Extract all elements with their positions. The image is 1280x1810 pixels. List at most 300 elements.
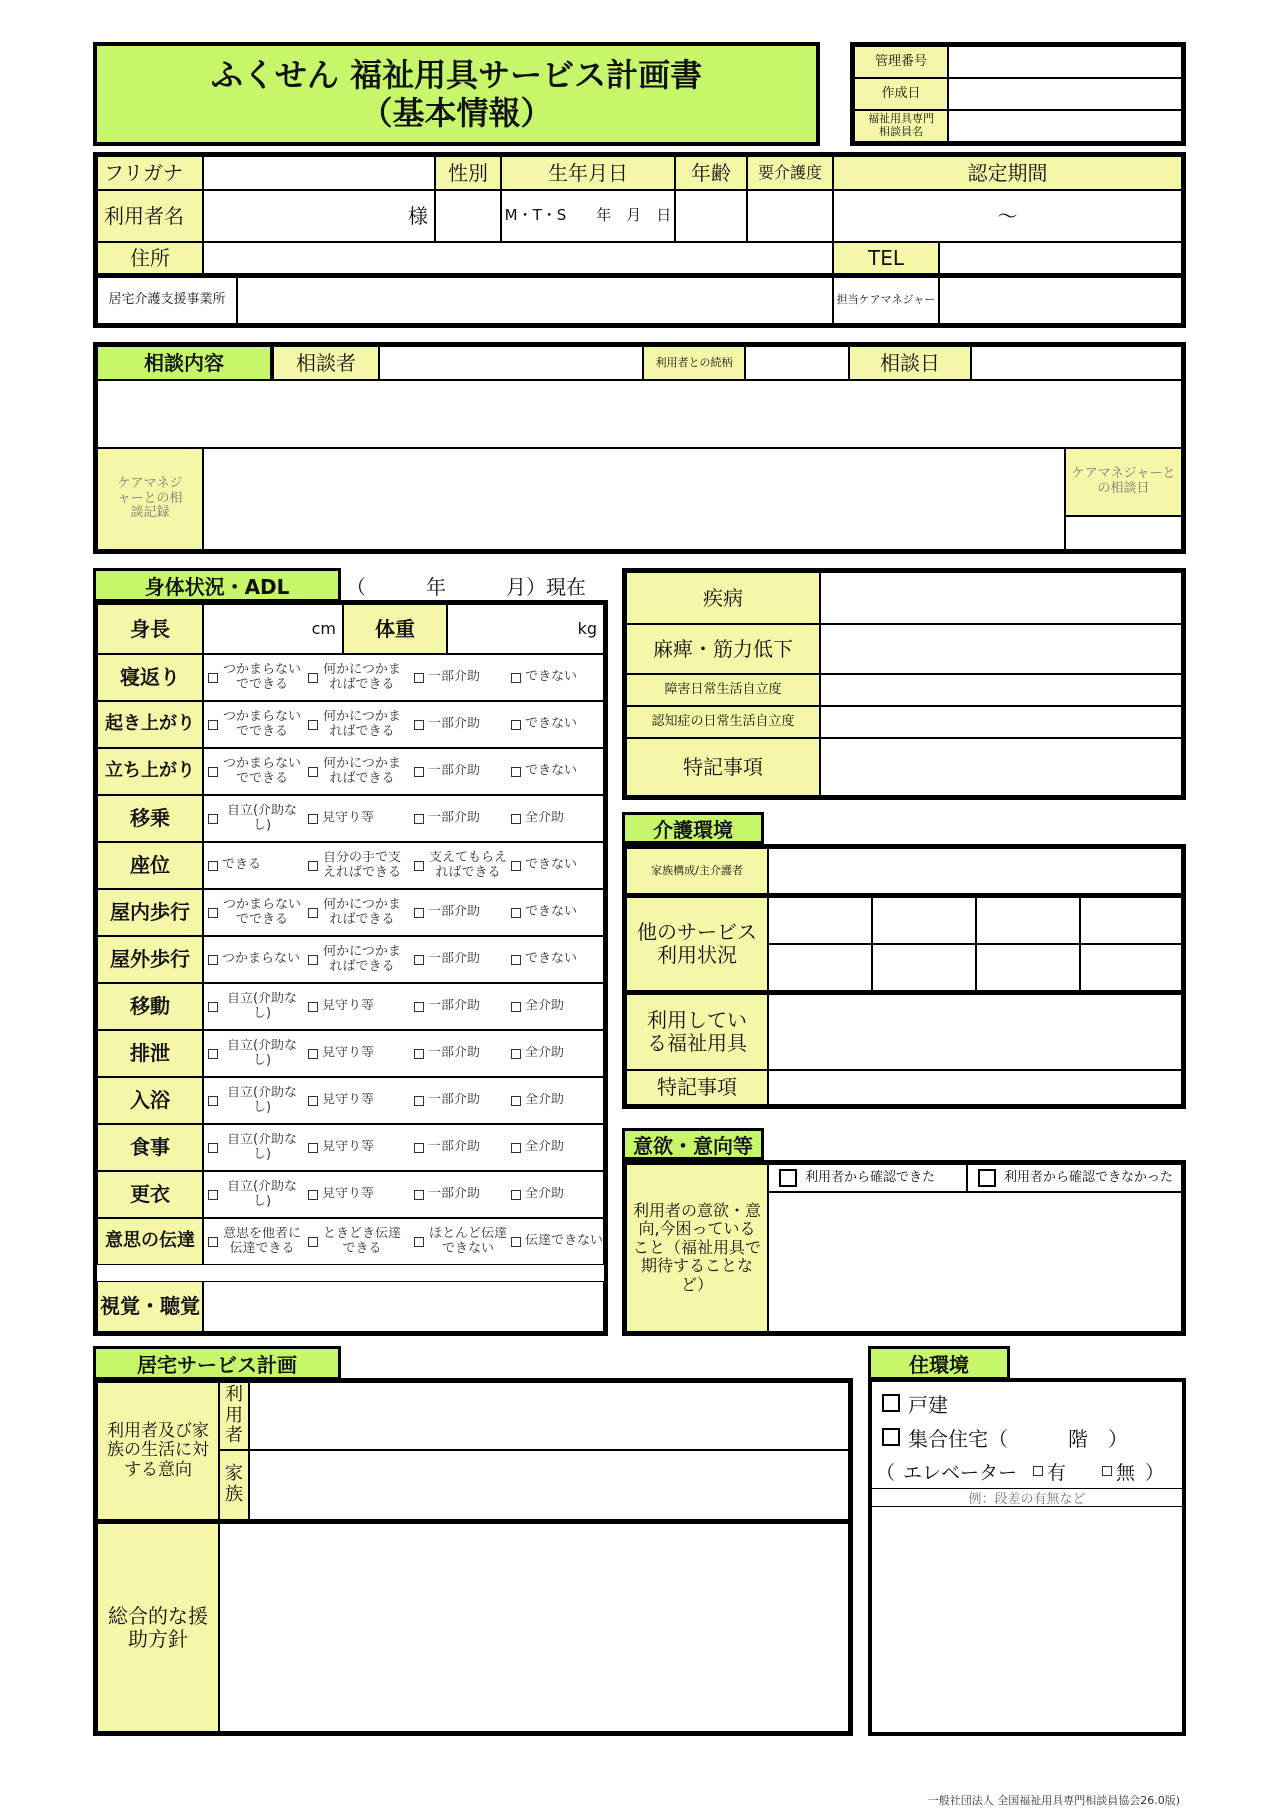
- adl-option-checkbox[interactable]: [208, 861, 218, 871]
- adl-row-options: [203, 889, 604, 936]
- adl-option[interactable]: [308, 702, 404, 747]
- adl-option-checkbox[interactable]: [308, 861, 318, 871]
- adl-row-options: [203, 1171, 604, 1218]
- weight-field[interactable]: [447, 604, 604, 654]
- adl-option[interactable]: [414, 1172, 510, 1217]
- adl-option-label: 何かにつかまればできる: [323, 710, 401, 739]
- manage-no-field[interactable]: [948, 46, 1182, 78]
- adl-option-label: 全介助: [525, 1046, 565, 1061]
- consult-header: 相談内容: [97, 346, 273, 380]
- adl-option-checkbox[interactable]: [308, 1143, 318, 1153]
- elevator-yes-label: 有: [1047, 1461, 1067, 1484]
- vision-label: 視覚・聴覚: [97, 1281, 203, 1332]
- adl-option-checkbox[interactable]: [208, 1002, 218, 1012]
- adl-option-checkbox[interactable]: [414, 673, 424, 683]
- adl-option-label: 自立(介助なし): [226, 1086, 298, 1115]
- adl-option-checkbox[interactable]: [208, 908, 218, 918]
- adl-option-label: 見守り等: [322, 999, 375, 1014]
- adl-option-checkbox[interactable]: [511, 1002, 521, 1012]
- adl-option-checkbox[interactable]: [511, 1190, 521, 1200]
- cm-unit: cm: [311, 618, 336, 638]
- disease-notes-label: 特記事項: [626, 738, 820, 796]
- adl-option[interactable]: [208, 1125, 304, 1170]
- family-label: 家族構成/主介護者: [626, 848, 768, 894]
- adl-option[interactable]: [414, 1125, 510, 1170]
- adl-option-label: 自立(介助なし): [226, 1133, 298, 1162]
- elevator-no-label: 無: [1116, 1461, 1136, 1484]
- other-service-cell[interactable]: [768, 944, 872, 991]
- adl-row-label: 食事: [97, 1124, 203, 1171]
- elevator-yes-checkbox[interactable]: [1033, 1466, 1043, 1476]
- cm-record-label: ケアマネジャーとの相談記録: [97, 448, 203, 550]
- adl-option-checkbox[interactable]: [308, 1049, 318, 1059]
- consultant-label: 相談者: [273, 346, 379, 380]
- disease-notes-field[interactable]: [820, 738, 1182, 796]
- adl-row-options: [203, 795, 604, 842]
- adl-option-label: 一部介助: [428, 811, 481, 826]
- not-confirmed-checkbox[interactable]: [978, 1169, 996, 1187]
- adl-option-label: 何かにつかまればできる: [323, 757, 401, 786]
- admin-box: [850, 42, 1186, 146]
- adl-option[interactable]: [511, 1031, 607, 1076]
- other-service-cell[interactable]: [976, 944, 1080, 991]
- adl-option-label: 自立(介助なし): [226, 1039, 298, 1068]
- cert-period-field[interactable]: ～: [833, 190, 1182, 242]
- office-label: 居宅介護支援事業所: [97, 277, 237, 324]
- adl-option[interactable]: [511, 1219, 607, 1264]
- adl-option-label: 伝達できない: [525, 1234, 604, 1249]
- apartment-option[interactable]: 集合住宅（ 階 ）: [882, 1422, 1128, 1452]
- user-intent-field[interactable]: [249, 1382, 849, 1450]
- adl-option-label: 何かにつかまればできる: [323, 898, 401, 927]
- adl-option-checkbox[interactable]: [414, 861, 424, 871]
- adl-option[interactable]: [308, 937, 404, 982]
- not-confirmed-option[interactable]: 利用者から確認できなかった: [967, 1164, 1182, 1192]
- adl-option-checkbox[interactable]: [511, 720, 521, 730]
- adl-option[interactable]: [308, 1219, 404, 1264]
- created-label: 作成日: [854, 78, 948, 110]
- consultant-field[interactable]: [379, 346, 643, 380]
- adl-option-checkbox[interactable]: [511, 814, 521, 824]
- adl-row-label: 意思の伝達: [97, 1218, 203, 1265]
- policy-field[interactable]: [219, 1523, 849, 1732]
- adl-option-checkbox[interactable]: [208, 955, 218, 965]
- cert-period-label: 認定期間: [833, 156, 1182, 190]
- confirmed-option[interactable]: 利用者から確認できた: [768, 1164, 967, 1192]
- adl-option-checkbox[interactable]: [308, 1190, 318, 1200]
- adl-option-label: 見守り等: [322, 1046, 375, 1061]
- adl-option-label: 一部介助: [428, 717, 481, 732]
- adl-option-label: 全介助: [525, 811, 565, 826]
- adl-option[interactable]: [208, 1219, 304, 1264]
- plan-header: 居宅サービス計画: [93, 1346, 341, 1380]
- equipment-label: 利用している福祉用具: [626, 994, 768, 1070]
- adl-option[interactable]: [414, 937, 510, 982]
- adl-row-label: 起き上がり: [97, 701, 203, 748]
- adl-option-checkbox[interactable]: [511, 955, 521, 965]
- other-service-cell[interactable]: [872, 897, 976, 944]
- adl-option-label: 全介助: [525, 1093, 565, 1108]
- adl-row-options: [203, 1218, 604, 1265]
- relation-label: 利用者との続柄: [643, 346, 745, 380]
- adl-option[interactable]: [208, 1078, 304, 1123]
- adl-option[interactable]: [414, 1219, 510, 1264]
- footer-credit: 一般社団法人 全国福祉用具専門相談員協会26.0版): [927, 1794, 1180, 1807]
- adl-option[interactable]: [414, 749, 510, 794]
- paralysis-label: 麻痺・筋力低下: [626, 624, 820, 674]
- adl-option[interactable]: [308, 796, 404, 841]
- adl-option-label: できない: [525, 717, 578, 732]
- adl-row-label: 更衣: [97, 1171, 203, 1218]
- policy-label: 総合的な援助方針: [97, 1523, 219, 1732]
- family-side-label: 家族: [219, 1450, 249, 1520]
- adl-option-label: 自分の手で支えればできる: [322, 851, 401, 880]
- height-label: 身長: [97, 604, 203, 654]
- care-env-notes-label: 特記事項: [626, 1070, 768, 1105]
- elevator-paren-open: （: [876, 1461, 896, 1484]
- furigana-field[interactable]: [203, 156, 435, 190]
- vision-field[interactable]: [203, 1281, 604, 1332]
- height-field[interactable]: [203, 604, 343, 654]
- adl-header: 身体状況・ADL: [93, 568, 341, 602]
- title-box: [93, 42, 820, 146]
- birth-field[interactable]: M・T・S 年 月 日: [501, 190, 675, 242]
- age-field[interactable]: [675, 190, 747, 242]
- adl-option-checkbox[interactable]: [208, 720, 218, 730]
- adl-option[interactable]: [414, 655, 510, 700]
- adl-row-label: 移乗: [97, 795, 203, 842]
- adl-option-label: できる: [222, 858, 262, 873]
- adl-option-label: できない: [525, 952, 578, 967]
- adl-option-checkbox[interactable]: [414, 1143, 424, 1153]
- intent-field[interactable]: [768, 1192, 1182, 1332]
- adl-option-label: 支えてもらえればできる: [428, 851, 507, 880]
- adl-row-options: [203, 842, 604, 889]
- adl-option-label: 一部介助: [428, 1187, 481, 1202]
- adl-option[interactable]: [511, 1172, 607, 1217]
- care-manager-label: 担当ケアマネジャー: [833, 277, 939, 324]
- adl-option-checkbox[interactable]: [414, 814, 424, 824]
- basic-info-section: [93, 152, 1186, 328]
- adl-option[interactable]: [308, 655, 404, 700]
- adl-option-label: 全介助: [525, 999, 565, 1014]
- adl-option[interactable]: [414, 796, 510, 841]
- adl-row-label: 屋外歩行: [97, 936, 203, 983]
- office-field[interactable]: [237, 277, 833, 324]
- address-label: 住所: [97, 242, 203, 274]
- adl-option[interactable]: [511, 1078, 607, 1123]
- elevator-paren-close: ）: [1145, 1461, 1165, 1484]
- adl-option-label: 一部介助: [428, 1046, 481, 1061]
- adl-option-checkbox[interactable]: [208, 1237, 218, 1247]
- disease-label: 疾病: [626, 572, 820, 624]
- adl-row-options: [203, 654, 604, 701]
- adl-option[interactable]: [308, 890, 404, 935]
- adl-option-label: できない: [525, 670, 578, 685]
- detached-checkbox[interactable]: [882, 1394, 900, 1412]
- care-env-section: [622, 844, 1186, 1109]
- adl-option-checkbox[interactable]: [414, 767, 424, 777]
- adl-option[interactable]: [414, 1078, 510, 1123]
- tel-label: TEL: [833, 242, 939, 274]
- created-field[interactable]: [948, 78, 1182, 110]
- apartment-checkbox[interactable]: [882, 1428, 900, 1446]
- housing-header: 住環境: [868, 1346, 1010, 1380]
- adl-option[interactable]: [208, 796, 304, 841]
- adl-option-label: 一部介助: [428, 670, 481, 685]
- adl-option[interactable]: [511, 702, 607, 747]
- elevator-row: [876, 1456, 1176, 1486]
- kg-unit: kg: [577, 618, 597, 638]
- page-subtitle: （基本情報）: [360, 94, 553, 132]
- adl-option-checkbox[interactable]: [414, 955, 424, 965]
- adl-section: [93, 600, 608, 1336]
- adl-option-label: 見守り等: [322, 1093, 375, 1108]
- adl-row-options: [203, 701, 604, 748]
- sama-text: 様: [408, 203, 428, 228]
- confirmed-checkbox[interactable]: [779, 1169, 797, 1187]
- adl-option-label: 何かにつかまればできる: [323, 663, 401, 692]
- disability-field[interactable]: [820, 674, 1182, 706]
- adl-option[interactable]: [208, 655, 304, 700]
- elevator-no-checkbox[interactable]: [1102, 1466, 1112, 1476]
- adl-option-label: ときどき伝達できる: [322, 1227, 401, 1256]
- adl-row-label: 寝返り: [97, 654, 203, 701]
- plan-section: [93, 1378, 853, 1736]
- adl-option-label: 一部介助: [428, 952, 481, 967]
- address-field[interactable]: [203, 242, 833, 274]
- adl-row-label: 移動: [97, 983, 203, 1030]
- adl-option-label: 一部介助: [428, 764, 481, 779]
- adl-option-label: つかまらない: [222, 952, 301, 967]
- adl-row-label: 屋内歩行: [97, 889, 203, 936]
- intent-section: [622, 1160, 1186, 1336]
- adl-option[interactable]: [308, 1078, 404, 1123]
- care-env-header: 介護環境: [622, 812, 764, 844]
- adl-option-label: 意思を他者に伝達できる: [222, 1227, 301, 1256]
- adl-option-checkbox[interactable]: [511, 1049, 521, 1059]
- adl-option[interactable]: [414, 843, 510, 888]
- user-side-label: 利用者: [219, 1382, 249, 1450]
- specialist-field[interactable]: [948, 110, 1182, 142]
- adl-option-checkbox[interactable]: [511, 908, 521, 918]
- adl-row-label: 立ち上がり: [97, 748, 203, 795]
- adl-row-label: 座位: [97, 842, 203, 889]
- adl-option-checkbox[interactable]: [308, 767, 318, 777]
- paralysis-field[interactable]: [820, 624, 1182, 674]
- adl-option-checkbox[interactable]: [308, 955, 318, 965]
- age-label: 年齢: [675, 156, 747, 190]
- adl-option[interactable]: [208, 1172, 304, 1217]
- tel-field[interactable]: [939, 242, 1182, 274]
- cm-date-field[interactable]: [1065, 516, 1182, 550]
- user-name-field[interactable]: [203, 190, 435, 242]
- equipment-field[interactable]: [768, 994, 1182, 1070]
- adl-option[interactable]: [208, 1031, 304, 1076]
- adl-option-label: できない: [525, 905, 578, 920]
- dementia-field[interactable]: [820, 706, 1182, 738]
- adl-option[interactable]: [511, 796, 607, 841]
- adl-option-label: 見守り等: [322, 1140, 375, 1155]
- adl-option-label: 全介助: [525, 1140, 565, 1155]
- furigana-label: フリガナ: [97, 156, 203, 190]
- adl-option-label: 一部介助: [428, 999, 481, 1014]
- adl-option-checkbox[interactable]: [414, 1049, 424, 1059]
- gender-field[interactable]: [435, 190, 501, 242]
- adl-option[interactable]: [511, 890, 607, 935]
- gender-label: 性別: [435, 156, 501, 190]
- adl-option[interactable]: [414, 1031, 510, 1076]
- adl-option[interactable]: [414, 890, 510, 935]
- adl-option[interactable]: [414, 984, 510, 1029]
- adl-option-checkbox[interactable]: [414, 720, 424, 730]
- adl-option-label: 一部介助: [428, 1140, 481, 1155]
- adl-option[interactable]: [208, 749, 304, 794]
- adl-option[interactable]: [511, 937, 607, 982]
- adl-option[interactable]: [308, 843, 404, 888]
- specialist-label: 福祉用具専門相談員名: [854, 110, 948, 142]
- other-service-cell[interactable]: [1080, 944, 1182, 991]
- adl-option-label: 自立(介助なし): [226, 1180, 298, 1209]
- adl-row-label: 入浴: [97, 1077, 203, 1124]
- adl-option-label: 全介助: [525, 1187, 565, 1202]
- intent-header: 意欲・意向等: [622, 1128, 764, 1160]
- adl-row-options: [203, 1077, 604, 1124]
- disease-field[interactable]: [820, 572, 1182, 624]
- adl-option-checkbox[interactable]: [308, 1096, 318, 1106]
- care-env-notes-field[interactable]: [768, 1070, 1182, 1105]
- adl-option[interactable]: [511, 984, 607, 1029]
- disease-section: [622, 568, 1186, 800]
- adl-option-label: つかまらないでできる: [222, 710, 301, 739]
- adl-option-label: 一部介助: [428, 1093, 481, 1108]
- adl-option[interactable]: [308, 1172, 404, 1217]
- other-service-cell[interactable]: [768, 897, 872, 944]
- page-title: ふくせん 福祉用具サービス計画書: [210, 55, 703, 94]
- adl-option-checkbox[interactable]: [308, 814, 318, 824]
- adl-option-label: 自立(介助なし): [226, 992, 298, 1021]
- adl-option-checkbox[interactable]: [208, 1190, 218, 1200]
- adl-row-options: [203, 936, 604, 983]
- adl-option-checkbox[interactable]: [208, 1096, 218, 1106]
- adl-option-checkbox[interactable]: [414, 1096, 424, 1106]
- adl-option[interactable]: [208, 937, 304, 982]
- consult-date-label: 相談日: [849, 346, 971, 380]
- adl-row-label: 排泄: [97, 1030, 203, 1077]
- adl-option-checkbox[interactable]: [414, 908, 424, 918]
- dementia-label: 認知症の日常生活自立度: [626, 706, 820, 738]
- adl-option[interactable]: [308, 1031, 404, 1076]
- adl-option-checkbox[interactable]: [511, 673, 521, 683]
- adl-option-checkbox[interactable]: [308, 1002, 318, 1012]
- adl-option-checkbox[interactable]: [308, 1237, 318, 1247]
- adl-option-checkbox[interactable]: [511, 861, 521, 871]
- adl-option[interactable]: [308, 1125, 404, 1170]
- adl-option-label: 何かにつかまればできる: [323, 945, 401, 974]
- adl-option-checkbox[interactable]: [308, 720, 318, 730]
- family-intent-field[interactable]: [249, 1450, 849, 1520]
- adl-row-options: [203, 748, 604, 795]
- adl-option-checkbox[interactable]: [308, 908, 318, 918]
- adl-option-checkbox[interactable]: [208, 673, 218, 683]
- adl-option-checkbox[interactable]: [208, 1143, 218, 1153]
- other-service-cell[interactable]: [976, 897, 1080, 944]
- adl-option-label: できない: [525, 764, 578, 779]
- consult-section: [93, 342, 1186, 554]
- adl-option-checkbox[interactable]: [414, 1002, 424, 1012]
- adl-option-label: つかまらないでできる: [222, 757, 301, 786]
- care-level-field[interactable]: [747, 190, 833, 242]
- adl-option[interactable]: [208, 702, 304, 747]
- adl-option-checkbox[interactable]: [414, 1190, 424, 1200]
- adl-option-label: 一部介助: [428, 905, 481, 920]
- other-service-cell[interactable]: [1080, 897, 1182, 944]
- adl-row-options: [203, 1030, 604, 1077]
- adl-option[interactable]: [414, 702, 510, 747]
- housing-notes-field[interactable]: [872, 1507, 1182, 1732]
- cm-date-label: ケアマネジャーとの相談日: [1065, 448, 1182, 516]
- consult-date-field[interactable]: [971, 346, 1182, 380]
- relation-field[interactable]: [745, 346, 849, 380]
- other-services-label: 他のサービス利用状況: [626, 897, 768, 991]
- user-name-label: 利用者名: [97, 190, 203, 242]
- adl-option-label: 見守り等: [322, 1187, 375, 1202]
- care-manager-field[interactable]: [939, 277, 1182, 324]
- life-intent-label: 利用者及び家族の生活に対する意向: [97, 1382, 219, 1520]
- adl-option-label: 見守り等: [322, 811, 375, 826]
- intent-label: 利用者の意欲・意向,今困っていること（福祉用具で期待することなど）: [626, 1164, 768, 1332]
- adl-row-options: [203, 1124, 604, 1171]
- adl-option-checkbox[interactable]: [414, 1237, 424, 1247]
- adl-option-checkbox[interactable]: [511, 1143, 521, 1153]
- cm-record-field[interactable]: [203, 448, 1065, 550]
- adl-option-label: つかまらないでできる: [222, 663, 301, 692]
- adl-option-label: つかまらないでできる: [222, 898, 301, 927]
- adl-option[interactable]: [308, 749, 404, 794]
- adl-row-options: [203, 983, 604, 1030]
- family-field[interactable]: [768, 848, 1182, 894]
- adl-asof: （ 年 月）現在: [346, 574, 586, 599]
- adl-option-checkbox[interactable]: [511, 1096, 521, 1106]
- detached-option[interactable]: 戸建: [882, 1388, 948, 1418]
- adl-option[interactable]: [511, 749, 607, 794]
- adl-option[interactable]: [208, 890, 304, 935]
- adl-option-label: ほとんど伝達できない: [428, 1227, 507, 1256]
- adl-option-checkbox[interactable]: [208, 814, 218, 824]
- adl-option-checkbox[interactable]: [511, 1237, 521, 1247]
- adl-option-checkbox[interactable]: [308, 673, 318, 683]
- elevator-label: エレベーター: [903, 1461, 1018, 1484]
- housing-example: 例：段差の有無など: [968, 1491, 1086, 1507]
- housing-section: [868, 1378, 1186, 1736]
- birth-label: 生年月日: [501, 156, 675, 190]
- adl-option[interactable]: [208, 843, 304, 888]
- adl-option-label: できない: [525, 858, 578, 873]
- adl-option[interactable]: [511, 655, 607, 700]
- adl-option[interactable]: [511, 843, 607, 888]
- adl-option[interactable]: [308, 984, 404, 1029]
- consult-content-field[interactable]: [97, 380, 1182, 448]
- adl-option-label: 自立(介助なし): [226, 804, 298, 833]
- disability-label: 障害日常生活自立度: [626, 674, 820, 706]
- other-service-cell[interactable]: [872, 944, 976, 991]
- adl-option-checkbox[interactable]: [208, 1049, 218, 1059]
- adl-option[interactable]: [511, 1125, 607, 1170]
- adl-option-checkbox[interactable]: [511, 767, 521, 777]
- care-level-label: 要介護度: [747, 156, 833, 190]
- adl-option-checkbox[interactable]: [208, 767, 218, 777]
- adl-option[interactable]: [208, 984, 304, 1029]
